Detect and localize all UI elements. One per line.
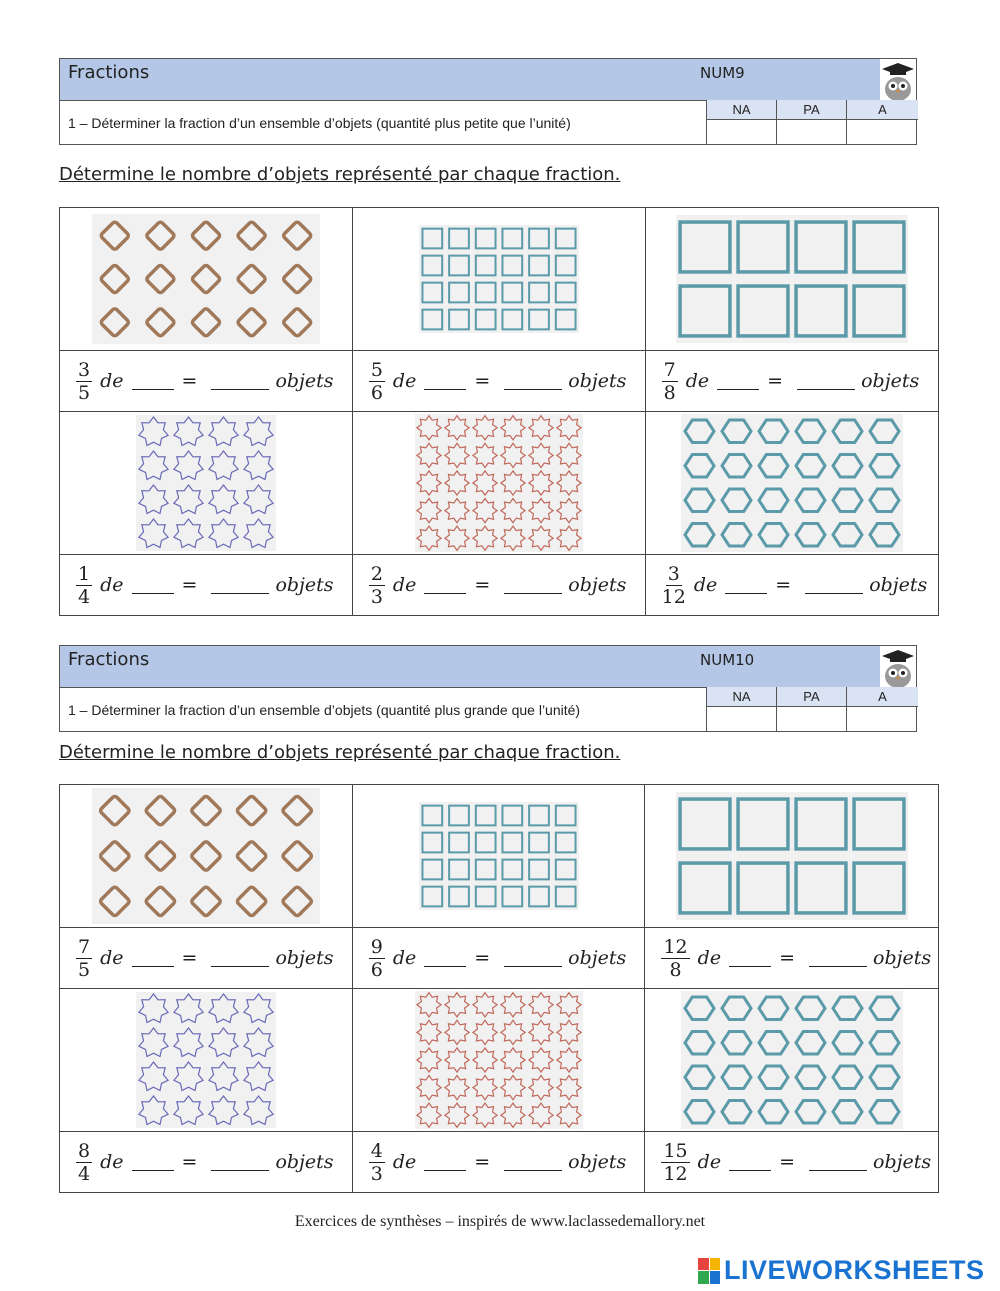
equals-sign: = bbox=[181, 574, 198, 596]
fraction bbox=[76, 563, 92, 608]
numerator: 3 bbox=[78, 358, 91, 381]
objets-word: objets bbox=[275, 574, 334, 596]
grade-na[interactable]: NA bbox=[706, 100, 776, 145]
total-blank[interactable] bbox=[729, 1154, 771, 1171]
answer-blank[interactable] bbox=[504, 1154, 562, 1171]
fraction bbox=[369, 563, 385, 608]
fraction bbox=[369, 359, 385, 404]
objets-word: objets bbox=[568, 370, 627, 392]
objective-text: 1 – Déterminer la fraction d’un ensemble d’objets (quantité plus grande que l’unité) bbox=[68, 702, 581, 718]
big-squares-image bbox=[676, 792, 908, 920]
red-stars-image bbox=[415, 414, 583, 552]
total-blank[interactable] bbox=[132, 373, 174, 390]
fraction-equation bbox=[645, 936, 938, 981]
diamonds-image bbox=[92, 214, 320, 344]
total-blank[interactable] bbox=[725, 577, 767, 594]
equals-sign: = bbox=[474, 1151, 491, 1173]
denominator: 4 bbox=[78, 585, 91, 608]
answer-blank[interactable] bbox=[809, 1154, 867, 1171]
numerator: 15 bbox=[663, 1139, 688, 1162]
de-word: de bbox=[697, 1151, 722, 1173]
fraction bbox=[662, 563, 686, 608]
equals-sign: = bbox=[181, 947, 198, 969]
numerator: 3 bbox=[667, 562, 680, 585]
equals-sign: = bbox=[779, 947, 795, 969]
denominator: 12 bbox=[663, 1162, 688, 1185]
header-band bbox=[60, 59, 880, 100]
fraction-cell bbox=[60, 1132, 353, 1193]
numerator: 1 bbox=[78, 562, 91, 585]
objets-word: objets bbox=[873, 1151, 932, 1173]
grade-pa[interactable]: PA bbox=[776, 100, 846, 145]
objets-word: objets bbox=[275, 1151, 334, 1173]
objets-word: objets bbox=[568, 574, 627, 596]
liveworksheets-logo[interactable]: LIVEWORKSHEETS bbox=[698, 1255, 985, 1286]
footer-credit: Exercices de synthèses – inspirés de www.laclassedemallory.net bbox=[294, 1213, 706, 1230]
grade-table bbox=[706, 100, 918, 145]
small-squares-image bbox=[419, 225, 579, 333]
fraction bbox=[661, 936, 689, 981]
fraction-cell bbox=[352, 1132, 645, 1193]
fraction-cell bbox=[645, 928, 939, 989]
total-blank[interactable] bbox=[729, 950, 771, 967]
equals-sign: = bbox=[181, 370, 198, 392]
hexagons-image bbox=[681, 991, 903, 1129]
small-squares-image bbox=[419, 802, 579, 910]
hexagons-image bbox=[681, 414, 903, 552]
total-blank[interactable] bbox=[132, 1154, 174, 1171]
equals-sign: = bbox=[181, 1151, 198, 1173]
denominator: 4 bbox=[78, 1162, 91, 1185]
numerator: 8 bbox=[78, 1139, 91, 1162]
answer-blank[interactable] bbox=[805, 577, 863, 594]
fraction bbox=[369, 1140, 385, 1185]
objets-word: objets bbox=[861, 370, 920, 392]
liveworksheets-icon bbox=[698, 1258, 720, 1284]
big-squares-image bbox=[676, 215, 908, 343]
total-blank[interactable] bbox=[717, 373, 759, 390]
answer-blank[interactable] bbox=[504, 373, 562, 390]
objective-text: 1 – Déterminer la fraction d’un ensemble d’objets (quantité plus petite que l’unité) bbox=[68, 115, 571, 131]
fraction-equation bbox=[353, 1140, 645, 1185]
answer-blank[interactable] bbox=[504, 950, 562, 967]
numerator: 5 bbox=[370, 358, 383, 381]
fraction-equation bbox=[60, 359, 352, 404]
answer-blank[interactable] bbox=[797, 373, 855, 390]
fraction-equation bbox=[646, 359, 938, 404]
section-title: Fractions bbox=[68, 649, 150, 670]
equals-sign: = bbox=[474, 947, 491, 969]
blue-stars-image bbox=[136, 415, 276, 551]
fraction-cell bbox=[60, 928, 353, 989]
de-word: de bbox=[100, 947, 124, 969]
denominator: 8 bbox=[663, 381, 676, 404]
equals-sign: = bbox=[474, 574, 491, 596]
answer-blank[interactable] bbox=[211, 373, 269, 390]
objets-word: objets bbox=[275, 370, 334, 392]
objective-header-2 bbox=[59, 645, 917, 732]
objets-word: objets bbox=[568, 1151, 627, 1173]
objective-header-1 bbox=[59, 58, 917, 145]
red-stars-image bbox=[415, 991, 583, 1129]
fraction-cell bbox=[645, 351, 938, 412]
instruction: Détermine le nombre d’objets représenté par chaque fraction. bbox=[59, 164, 621, 185]
numerator: 7 bbox=[78, 935, 91, 958]
equals-sign: = bbox=[767, 370, 784, 392]
fraction-equation bbox=[353, 359, 645, 404]
denominator: 5 bbox=[78, 958, 91, 981]
exercise-grid-1 bbox=[59, 207, 939, 616]
denominator: 5 bbox=[78, 381, 91, 404]
exercise-grid-2 bbox=[59, 784, 939, 1193]
grade-a[interactable]: A bbox=[846, 687, 918, 732]
fraction bbox=[662, 359, 678, 404]
objets-word: objets bbox=[869, 574, 928, 596]
total-blank[interactable] bbox=[424, 1154, 466, 1171]
denominator: 8 bbox=[669, 958, 682, 981]
fraction-equation bbox=[645, 1140, 938, 1185]
fraction-cell bbox=[352, 928, 645, 989]
grade-pa[interactable]: PA bbox=[776, 687, 846, 732]
fraction-equation bbox=[646, 563, 938, 608]
numerator: 12 bbox=[663, 935, 688, 958]
numerator: 4 bbox=[370, 1139, 383, 1162]
fraction-equation bbox=[60, 1140, 352, 1185]
de-word: de bbox=[100, 574, 124, 596]
equals-sign: = bbox=[474, 370, 491, 392]
objets-word: objets bbox=[275, 947, 334, 969]
numerator: 9 bbox=[370, 935, 383, 958]
fraction-cell bbox=[60, 555, 353, 616]
fraction-equation bbox=[353, 936, 645, 981]
diamonds-image bbox=[92, 788, 320, 924]
fraction-equation bbox=[60, 563, 352, 608]
owl-graduate-icon bbox=[878, 646, 918, 690]
instruction: Détermine le nombre d’objets représenté par chaque fraction. bbox=[59, 742, 621, 763]
denominator: 3 bbox=[370, 1162, 383, 1185]
denominator: 12 bbox=[661, 585, 686, 608]
total-blank[interactable] bbox=[424, 950, 466, 967]
fraction-cell bbox=[645, 1132, 939, 1193]
numerator: 2 bbox=[370, 562, 383, 585]
answer-blank[interactable] bbox=[211, 577, 269, 594]
fraction bbox=[76, 936, 92, 981]
answer-blank[interactable] bbox=[504, 577, 562, 594]
fraction bbox=[76, 1140, 92, 1185]
numerator: 7 bbox=[663, 358, 676, 381]
header-band bbox=[60, 646, 880, 687]
denominator: 6 bbox=[370, 958, 383, 981]
grade-a[interactable]: A bbox=[846, 100, 918, 145]
fraction-equation bbox=[353, 563, 645, 608]
de-word: de bbox=[392, 370, 417, 392]
equals-sign: = bbox=[779, 1151, 795, 1173]
de-word: de bbox=[685, 370, 710, 392]
fraction-cell bbox=[352, 555, 645, 616]
total-blank[interactable] bbox=[424, 577, 466, 594]
fraction-equation bbox=[60, 936, 352, 981]
answer-blank[interactable] bbox=[809, 950, 867, 967]
total-blank[interactable] bbox=[424, 373, 466, 390]
de-word: de bbox=[697, 947, 722, 969]
fraction bbox=[369, 936, 385, 981]
total-blank[interactable] bbox=[132, 577, 174, 594]
de-word: de bbox=[100, 370, 124, 392]
answer-blank[interactable] bbox=[211, 1154, 269, 1171]
total-blank[interactable] bbox=[132, 950, 174, 967]
grade-table bbox=[706, 687, 918, 732]
de-word: de bbox=[100, 1151, 124, 1173]
owl-graduate-icon bbox=[878, 59, 918, 103]
objets-word: objets bbox=[873, 947, 932, 969]
de-word: de bbox=[693, 574, 718, 596]
fraction-cell bbox=[60, 351, 353, 412]
section-code: NUM10 bbox=[700, 651, 755, 669]
fraction-cell bbox=[645, 555, 938, 616]
fraction-cell bbox=[352, 351, 645, 412]
fraction bbox=[76, 359, 92, 404]
equals-sign: = bbox=[775, 574, 792, 596]
de-word: de bbox=[392, 947, 417, 969]
section-code: NUM9 bbox=[700, 64, 745, 82]
grade-na[interactable]: NA bbox=[706, 687, 776, 732]
denominator: 6 bbox=[370, 381, 383, 404]
section-title: Fractions bbox=[68, 62, 150, 83]
de-word: de bbox=[392, 1151, 417, 1173]
answer-blank[interactable] bbox=[211, 950, 269, 967]
blue-stars-image bbox=[136, 992, 276, 1128]
fraction bbox=[661, 1140, 689, 1185]
objets-word: objets bbox=[568, 947, 627, 969]
de-word: de bbox=[392, 574, 417, 596]
denominator: 3 bbox=[370, 585, 383, 608]
